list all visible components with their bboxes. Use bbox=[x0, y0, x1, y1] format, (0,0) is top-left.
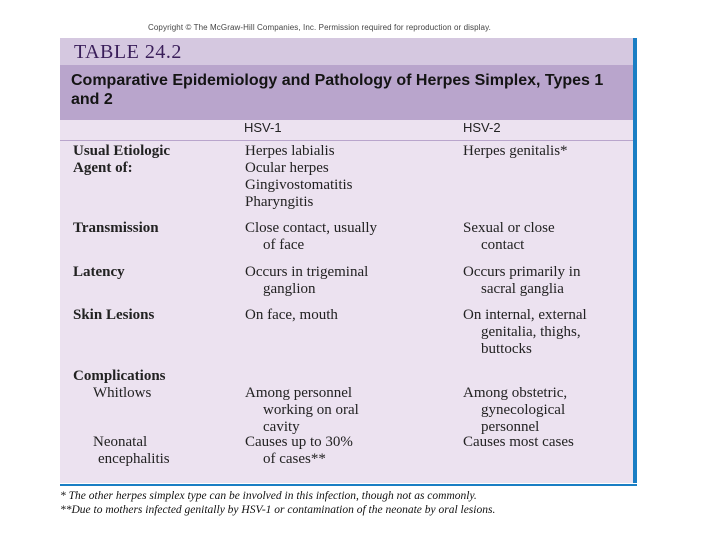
cell-line: cavity bbox=[263, 419, 300, 435]
cell-skin-hsv2 bbox=[463, 307, 587, 358]
cell-neonatal-hsv2 bbox=[463, 434, 574, 451]
cell-line: Among obstetric, bbox=[463, 385, 568, 401]
cell-line: Herpes genitalis* bbox=[463, 143, 568, 159]
cell-line: Causes most cases bbox=[463, 434, 574, 450]
cell-line: Among personnel bbox=[245, 385, 353, 401]
table-number: TABLE 24.2 bbox=[74, 41, 182, 63]
label-line: Agent of: bbox=[73, 160, 133, 176]
cell-line: working on oral bbox=[263, 402, 359, 418]
label-line: encephalitis bbox=[98, 451, 170, 467]
table-title-band bbox=[60, 38, 637, 65]
cell-transmission-hsv1 bbox=[245, 220, 377, 254]
cell-line: gynecological bbox=[481, 402, 566, 418]
cell-neonatal-hsv1 bbox=[245, 434, 353, 468]
cell-line: contact bbox=[481, 237, 525, 253]
cell-line: Herpes labialis bbox=[245, 143, 335, 159]
cell-latency-hsv1 bbox=[245, 264, 368, 298]
cell-line: Ocular herpes bbox=[245, 160, 329, 176]
cell-line: Sexual or close bbox=[463, 220, 555, 236]
table-subtitle-band bbox=[60, 65, 637, 120]
label-line: Skin Lesions bbox=[73, 307, 155, 323]
cell-etiologic-hsv2 bbox=[463, 143, 568, 160]
row-label-skin-lesions bbox=[73, 307, 154, 324]
label-line: Whitlows bbox=[93, 385, 152, 401]
footnote-1: * The other herpes simplex type can be involved in this infection, though not as commonly. bbox=[60, 490, 477, 502]
table-subtitle: Comparative Epidemiology and Pathology of Herpes Simplex, Types 1 and 2 bbox=[71, 72, 604, 108]
label-line: Neonatal bbox=[93, 434, 148, 450]
cell-line: buttocks bbox=[481, 341, 532, 357]
cell-line: On face, mouth bbox=[245, 307, 338, 323]
column-header-hsv2: HSV-2 bbox=[463, 120, 501, 135]
table-card bbox=[60, 38, 637, 483]
cell-line: personnel bbox=[481, 419, 540, 435]
table-body bbox=[60, 120, 637, 483]
row-label-neonatal-encephalitis bbox=[93, 434, 170, 468]
cell-line: Occurs primarily in bbox=[463, 264, 581, 280]
cell-line: Close contact, usually bbox=[245, 220, 378, 236]
cell-etiologic-hsv1 bbox=[245, 143, 353, 211]
row-label-complications bbox=[73, 368, 166, 385]
label-line: Latency bbox=[73, 264, 125, 280]
cell-line: of cases** bbox=[263, 451, 326, 467]
footnotes bbox=[60, 489, 637, 517]
row-label-latency bbox=[73, 264, 125, 281]
cell-line: On internal, external bbox=[463, 307, 587, 323]
column-header-hsv1: HSV-1 bbox=[244, 120, 282, 135]
row-label-transmission bbox=[73, 220, 159, 237]
label-line: Transmission bbox=[73, 220, 159, 236]
label-line: Usual Etiologic bbox=[73, 143, 171, 159]
cell-latency-hsv2 bbox=[463, 264, 580, 298]
cell-line: Gingivostomatitis bbox=[245, 177, 353, 193]
copyright-notice: Copyright © The McGraw-Hill Companies, Inc. Permission required for reproduction or display. bbox=[148, 23, 491, 32]
cell-whitlows-hsv2 bbox=[463, 385, 567, 436]
cell-line: genitalia, thighs, bbox=[481, 324, 581, 340]
cell-transmission-hsv2 bbox=[463, 220, 555, 254]
cell-whitlows-hsv1 bbox=[245, 385, 359, 436]
cell-line: of face bbox=[263, 237, 305, 253]
cell-line: Occurs in trigeminal bbox=[245, 264, 369, 280]
cell-line: sacral ganglia bbox=[481, 281, 564, 297]
cell-line: Causes up to 30% bbox=[245, 434, 353, 450]
footnote-divider bbox=[60, 484, 637, 486]
column-header-row bbox=[60, 120, 633, 141]
row-label-whitlows bbox=[93, 385, 151, 402]
cell-line: ganglion bbox=[263, 281, 316, 297]
row-label-etiologic bbox=[73, 143, 170, 177]
cell-skin-hsv1 bbox=[245, 307, 338, 324]
label-line: Complications bbox=[73, 368, 166, 384]
cell-line: Pharyngitis bbox=[245, 194, 314, 210]
footnote-2: **Due to mothers infected genitally by HSV-1 or contamination of the neonate by oral lesions. bbox=[60, 504, 496, 516]
